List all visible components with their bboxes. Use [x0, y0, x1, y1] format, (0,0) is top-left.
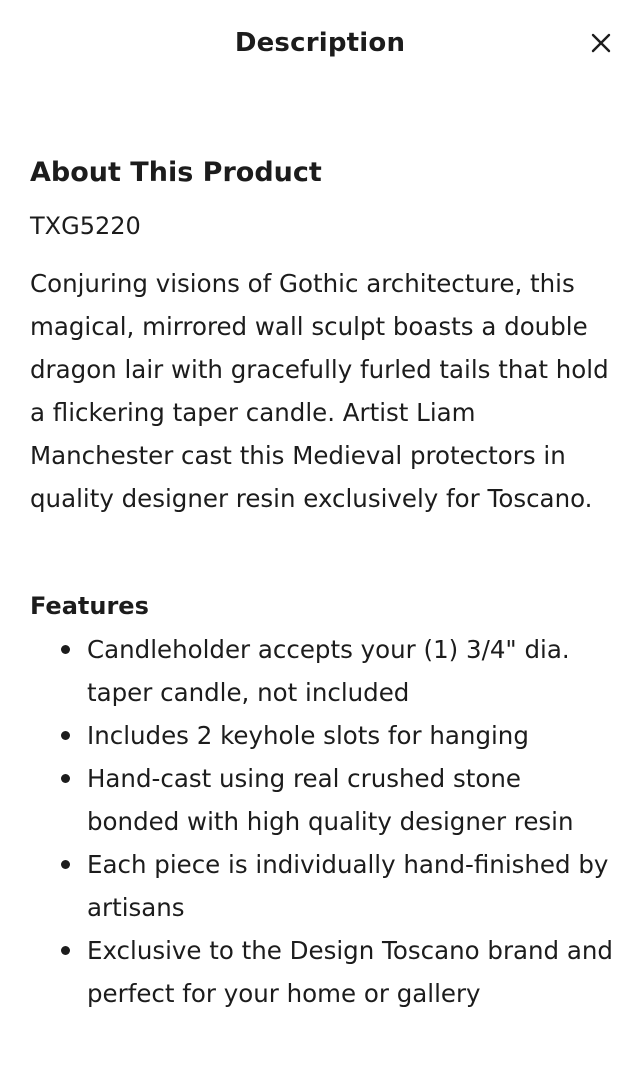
- feature-item: [30, 714, 617, 757]
- bullet-icon: [61, 645, 70, 654]
- feature-text: Hand-cast using real crushed stone bonded with high quality designer resin: [87, 764, 574, 836]
- feature-item: [30, 929, 617, 1015]
- bullet-icon: [61, 860, 70, 869]
- close-icon: [591, 33, 611, 53]
- feature-text: Exclusive to the Design Toscano brand and perfect for your home or gallery: [87, 936, 613, 1008]
- sheet-header: [0, 0, 640, 92]
- feature-item: [30, 843, 617, 929]
- close-button[interactable]: [584, 26, 618, 60]
- product-sku: TXG5220: [30, 212, 141, 240]
- feature-text: Each piece is individually hand-finished by artisans: [87, 850, 609, 922]
- feature-item: [30, 757, 617, 843]
- bullet-icon: [61, 774, 70, 783]
- about-product-heading: About This Product: [30, 157, 322, 188]
- sheet-title: Description: [234, 28, 406, 58]
- bullet-icon: [61, 731, 70, 740]
- features-list: [30, 628, 613, 1015]
- feature-text: Includes 2 keyhole slots for hanging: [87, 721, 529, 750]
- sheet-content: [0, 156, 640, 1015]
- features-heading: Features: [30, 592, 149, 620]
- feature-text: Candleholder accepts your (1) 3/4" dia. taper candle, not included: [87, 635, 570, 707]
- product-description: Conjuring visions of Gothic architecture, this magical, mirrored wall sculpt boasts a double dragon lair with gracefully furled tails that hold a flickering taper candle. Artist Liam Manchester cast this Medieval protectors in quality designer resin exclusively for Toscano.: [30, 269, 609, 513]
- feature-item: [30, 628, 617, 714]
- bullet-icon: [61, 946, 70, 955]
